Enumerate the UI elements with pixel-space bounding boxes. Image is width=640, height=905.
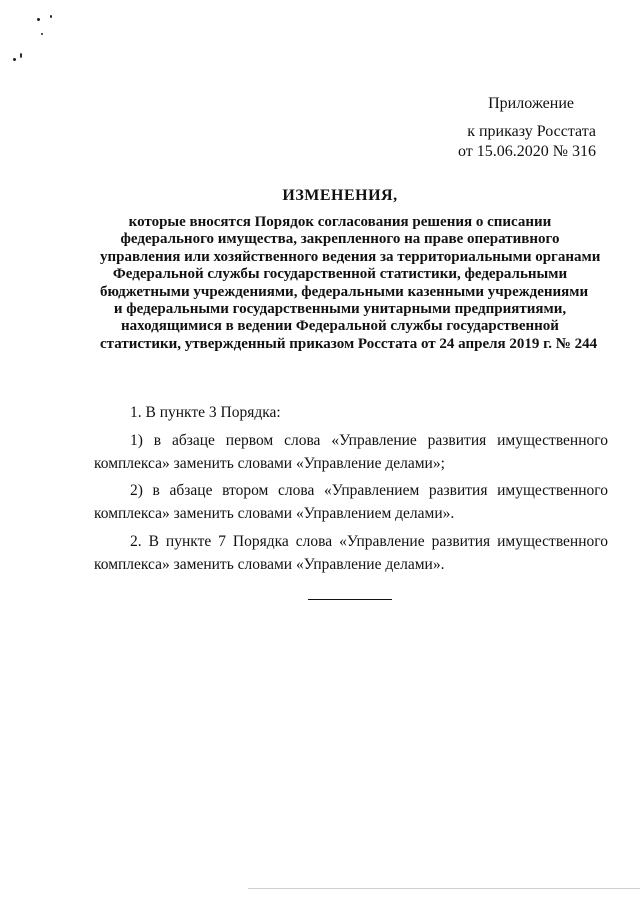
order-reference: к приказу Росстата	[467, 123, 596, 140]
subtitle-line: находящимися в ведении Федеральной службы государственной	[121, 318, 559, 335]
sub-item-2	[94, 481, 608, 524]
sub-item-1-line-1: 1) в абзаце первом слова «Управление развития имущественного	[130, 432, 608, 449]
subtitle-line: и федеральными государственными унитарными предприятиями,	[113, 301, 567, 318]
subtitle-line: управления или хозяйственного ведения за территориальными органами	[100, 248, 601, 265]
item-1-heading-text: 1. В пункте 3 Порядка:	[130, 404, 281, 421]
closing-separator	[308, 599, 392, 600]
item-2-line-1: 2. В пункте 7 Порядка слова «Управление развития имущественного	[130, 533, 608, 550]
appendix-label: Приложение	[488, 95, 574, 112]
scan-edge-line	[248, 888, 640, 889]
subtitle-line: Федеральной службы государственной статистики, федеральными	[112, 266, 568, 283]
subtitle-line: федерального имущества, закрепленного на праве оперативного	[120, 231, 560, 248]
subtitle-line: бюджетными учреждениями, федеральными казенными учреждениями	[100, 283, 589, 300]
order-date-number: от 15.06.2020 № 316	[457, 143, 596, 160]
scan-speck	[20, 53, 22, 58]
item-2-line-2: комплекса» заменить словами «Управление делами».	[94, 556, 445, 573]
scan-speck	[41, 33, 43, 35]
sub-item-1-line-2: комплекса» заменить словами «Управление делами»;	[94, 455, 445, 472]
item-2	[94, 532, 608, 575]
scan-speck	[13, 58, 16, 61]
scan-speck	[50, 15, 52, 18]
subtitle-line: статистики, утвержденный приказом Росстата от 24 апреля 2019 г. № 244	[100, 335, 598, 352]
subtitle-line: которые вносятся Порядок согласования решения о списании	[128, 214, 552, 230]
sub-item-1	[94, 431, 608, 474]
document-title: ИЗМЕНЕНИЯ,	[282, 187, 398, 204]
scan-speck	[37, 18, 40, 21]
document-subtitle	[100, 214, 601, 353]
item-1-heading	[94, 403, 608, 423]
sub-item-2-line-1: 2) в абзаце втором слова «Управлением развития имущественного	[130, 482, 608, 499]
sub-item-2-line-2: комплекса» заменить словами «Управлением делами».	[94, 505, 455, 522]
